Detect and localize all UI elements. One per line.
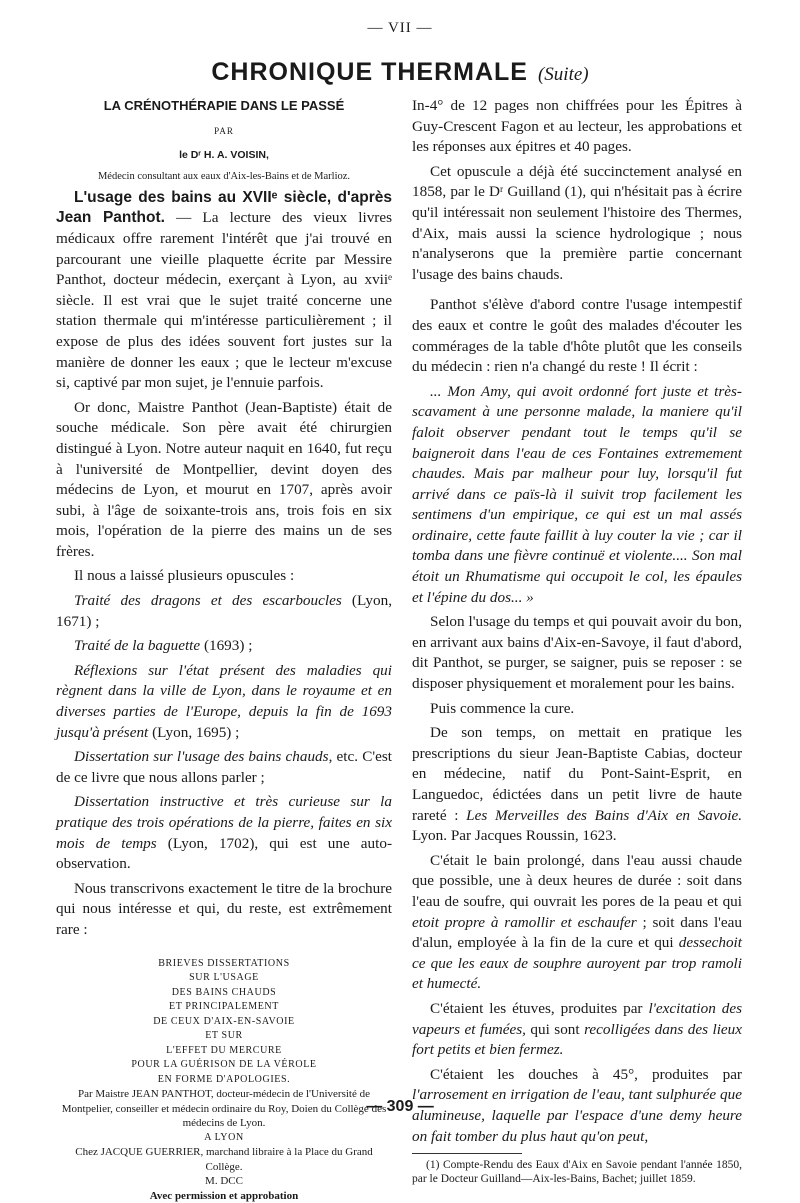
- bath-paragraph: [412, 851, 742, 995]
- criticism-paragraph: Panthot s'élève d'abord contre l'usage intempestif des eaux et contre le goût des malades d'écouter les commérages de la table d'hôte plutôt que les conseils du médecin : rien n'a changé du reste ! Il écrit :: [412, 296, 742, 376]
- article-title: [0, 58, 800, 87]
- author-name: le Dʳ H. A. VOISIN,: [179, 149, 269, 162]
- title-line: ET PRINCIPALEMENT: [169, 1001, 279, 1013]
- title-line: EN FORME D'APOLOGIES.: [157, 1073, 291, 1085]
- title-line: SUR L'USAGE: [189, 972, 259, 984]
- work-title: Réflexions sur l'état présent des maladies qui règnent dans la ville de Lyon, dans le royaume et en diverses parties de l'Europe, depuis la fin de 1693 jusqu'à présent: [56, 661, 392, 741]
- left-column: [56, 96, 392, 1203]
- work-title: Traité de la baguette: [74, 637, 201, 655]
- quoted-text: l'excitation des vapeurs et fumées,: [412, 999, 742, 1038]
- work-detail: (Lyon, 1695) ;: [148, 723, 240, 741]
- text-run: C'étaient les douches à 45°, produites par: [430, 1065, 742, 1083]
- title-author: Par Maistre JEAN PANTHOT, docteur-médecin de l'Université de Montpelier, conseiller et médecin ordinaire du Roy, Doien du Collège des médecins de Lyon.: [61, 1088, 387, 1130]
- work-item: [56, 591, 392, 632]
- steam-paragraph: [412, 999, 742, 1061]
- work-item: [56, 747, 392, 788]
- text-run: qui sont: [525, 1020, 585, 1038]
- quoted-text: dessechoit ce que les eaux de souphre auroyent par trop ramoli et humecté.: [412, 934, 742, 993]
- title-line: ET SUR: [205, 1030, 243, 1042]
- book-title: Les Merveilles des Bains d'Aix en Savoie.: [466, 806, 742, 824]
- preparation-paragraph: Selon l'usage du temps et qui pouvait avoir du bon, en arrivant aux bains d'Aix-en-Savoye, il faut d'abord, dit Panthot, se purger, se saigner, puis se reposer : se disposer physiquement et moralement pour les bains.: [412, 613, 742, 693]
- section-heading: L'usage des bains au XVIIᵉ siècle, d'après Jean Panthot.: [56, 188, 392, 227]
- footnote-divider: [412, 1153, 522, 1154]
- intro-text: — La lecture des vieux livres médicaux offre rarement l'intérêt que j'ai trouvé en parcourant une vieille plaquette écrite par Messire Panthot, docteur médecin, exerçant à Lyon, au xviiᵉ siècle. Il est vrai que le sujet traité concerne une station thermale qui m'intéresse particulièrement ; il expose de plus des idées souvent fort justes sur la manière de donner les eaux ; que le lecteur m'excuse si, captivé par mon sujet, je l'ennuie parfois.: [56, 209, 392, 392]
- roman-page-number: — VII —: [367, 20, 433, 36]
- intro-paragraph: [56, 188, 392, 394]
- article-subtitle: LA CRÉNOTHÉRAPIE DANS LE PASSÉ: [103, 98, 345, 113]
- work-detail: (1693) ;: [200, 637, 253, 655]
- title-line: DES BAINS CHAUDS: [171, 986, 277, 998]
- cabias-paragraph: [412, 723, 742, 847]
- work-item: [56, 636, 392, 657]
- book-title-page: [56, 957, 392, 1203]
- title-year: M. DCC: [205, 1175, 243, 1188]
- text-run: C'étaient les étuves, produites par: [430, 999, 649, 1017]
- text-run: ; soit dans l'eau d'alun, employée à la fin de la cure et qui: [412, 913, 742, 952]
- title-main: CHRONIQUE THERMALE: [211, 58, 528, 86]
- quoted-text: etoit propre à ramollir et eschaufer: [412, 913, 637, 931]
- biography-paragraph: Or donc, Maistre Panthot (Jean-Baptiste) était de souche médicale. Son père avait été chirurgien distingué à Lyon. Notre auteur naquit en 1640, fut reçu à l'université de Montpellier, devint doyen des médecins de Lyon, et mourut en 1707, après avoir subi, à l'âge de soixante-trois ans, trois fois en six mois, l'opération de la pierre des mains un de ses frères.: [56, 398, 392, 560]
- work-detail: (Lyon, 1671) ;: [56, 592, 392, 630]
- works-intro: Il nous a laissé plusieurs opuscules :: [74, 567, 295, 585]
- quoted-text: recolligées dans des lieux fort petits et bien fermez.: [412, 1020, 742, 1059]
- work-title: Traité des dragons et des escarboucles: [74, 592, 342, 610]
- work-detail: , etc. C'est de ce livre que nous allons parler ;: [56, 748, 392, 786]
- author-role: Médecin consultant aux eaux d'Aix-les-Bains et de Marlioz.: [97, 170, 351, 182]
- text-run: C'était le bain prolongé, dans l'eau aussi chaude que possible, une à deux heures de durée : soit dans l'eau de soufre, qui ouvrait les pores de la peau et qui: [412, 851, 742, 910]
- work-detail: (Lyon, 1702), qui est une auto-observation.: [56, 834, 392, 873]
- page-number: — 309 —: [366, 1098, 434, 1115]
- title-publisher: Chez JACQUE GUERRIER, marchand libraire à la Place du Grand Collège.: [75, 1146, 373, 1173]
- by-line: PAR: [214, 125, 234, 136]
- work-item: [56, 661, 392, 743]
- title-permission: Avec permission et approbation: [149, 1189, 299, 1202]
- work-title: Dissertation sur l'usage des bains chauds: [74, 748, 329, 766]
- title-suite: (Suite): [537, 64, 589, 85]
- title-line: POUR LA GUÉRISON DE LA VÉROLE: [131, 1059, 317, 1071]
- title-place: A LYON: [204, 1131, 244, 1143]
- title-line: DE CEUX D'AIX-EN-SAVOIE: [153, 1015, 295, 1027]
- format-paragraph: In-4° de 12 pages non chiffrées pour les Épitres à Guy-Crescent Fagon et au lecteur, les approbations et les réponses aux épitres et 40 pages.: [412, 97, 742, 156]
- cure-paragraph: Puis commence la cure.: [430, 699, 575, 717]
- work-title: Dissertation instructive et très curieuse sur la pratique des trois opérations de la pierre, faites en six mois de temps: [56, 793, 392, 852]
- title-line: L'EFFET DU MERCURE: [166, 1044, 282, 1056]
- footnote: (1) Compte-Rendu des Eaux d'Aix en Savoie pendant l'année 1850, par le Docteur Guilland—Aix-les-Bains, Bachet; juillet 1859.: [412, 1159, 742, 1186]
- text-run: De son temps, on mettait en pratique les prescriptions du sieur Jean-Baptiste Cabias, docteur en médecine, natif du Pont-Saint-Esprit, en Languedoc, édictées dans un petit livre de haute rareté :: [412, 724, 742, 824]
- work-item: [56, 792, 392, 874]
- right-column: [412, 96, 742, 1186]
- transcription-intro: Nous transcrivons exactement le titre de la brochure qui nous intéresse et qui, du reste, est extrêmement rare :: [56, 879, 392, 938]
- text-run: Lyon. Par Jacques Roussin, 1623.: [412, 827, 617, 845]
- panthot-quote: ... Mon Amy, qui avoit ordonné fort juste et très-scavament à une personne malade, la maniere qu'il faloit observer pendant tout le temps qu'il se baigneroit dans l'eau de ces Fontaines extremement chaudes. Mais par malheur pour luy, lorsqu'il fut arrivé dans ce païs-là il suivit trop facilement les sentimens d'un empirique, ce qui est un mal assés ordinaire, cette faute faillit à luy couter la vie ; car il tomba dans une fièvre continuë et violente.... Son mal étoit un Rhumatisme qui occupoit le col, les épaules et l'épine du dos... »: [412, 382, 742, 606]
- title-line: BRIEVES DISSERTATIONS: [158, 957, 290, 969]
- analysis-paragraph: Cet opuscule a déjà été succinctement analysé en 1858, par le Dʳ Guilland (1), qui n'hésitait pas à écrire qu'il intéressait non seulement l'histoire des Thermes, d'Aix, mais aussi la science hydrologique ; nous n'analyserons que la première partie concernant l'usage des bains chauds.: [412, 162, 742, 283]
- quoted-text: l'arrosement en irrigation de l'eau, tant sulphurée que alumineuse, laquelle par l'espace d'une demy heure on fait tomber du plus haut qu'on peut,: [412, 1086, 742, 1145]
